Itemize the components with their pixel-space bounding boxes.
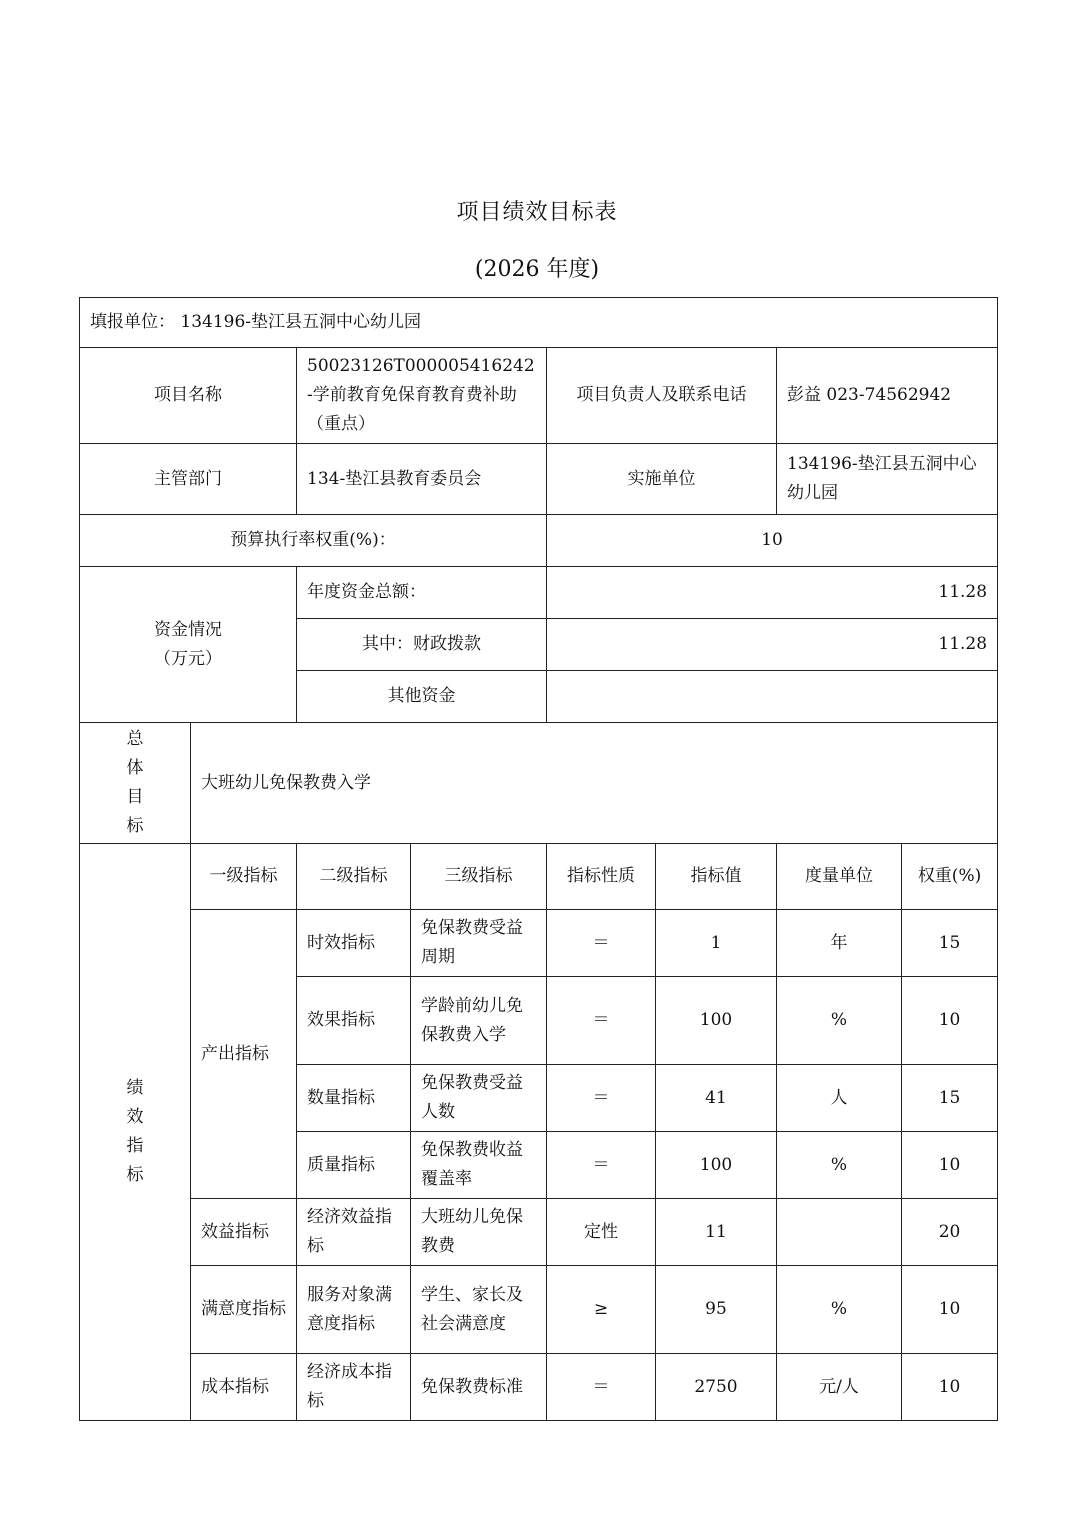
header-value: 指标值 — [656, 844, 777, 910]
cell-weight: 20 — [902, 1199, 998, 1266]
cell-value: 1 — [656, 910, 777, 977]
cell-level2: 服务对象满意度指标 — [297, 1266, 411, 1354]
annual-total-label: 年度资金总额： — [297, 567, 547, 619]
cell-value: 95 — [656, 1266, 777, 1354]
cell-value: 41 — [656, 1065, 777, 1132]
table-row — [80, 1354, 998, 1421]
cell-level3: 免保教费受益周期 — [411, 910, 547, 977]
cell-weight: 10 — [902, 977, 998, 1065]
cell-unit: 人 — [777, 1065, 902, 1132]
cell-value: 2750 — [656, 1354, 777, 1421]
group-cost: 成本指标 — [191, 1354, 297, 1421]
funds-label-line1: 资金情况 — [154, 619, 222, 640]
dept-value: 134-垫江县教育委员会 — [297, 444, 547, 515]
cell-nature: ＝ — [547, 977, 656, 1065]
other-funds-label: 其他资金 — [297, 671, 547, 723]
cell-weight: 10 — [902, 1132, 998, 1199]
cell-level3: 免保教费标准 — [411, 1354, 547, 1421]
cell-value: 100 — [656, 1132, 777, 1199]
cell-weight: 10 — [902, 1266, 998, 1354]
header-level1: 一级指标 — [191, 844, 297, 910]
cell-nature: 定性 — [547, 1199, 656, 1266]
cell-nature: ＝ — [547, 1132, 656, 1199]
cell-level3: 免保教费收益覆盖率 — [411, 1132, 547, 1199]
header-level2: 二级指标 — [297, 844, 411, 910]
funds-label — [80, 567, 297, 723]
filing-unit: 填报单位： 134196-垫江县五洞中心幼儿园 — [80, 298, 998, 348]
annual-total-value: 11.28 — [547, 567, 998, 619]
cell-unit: % — [777, 977, 902, 1065]
cell-unit: 年 — [777, 910, 902, 977]
group-output: 产出指标 — [191, 910, 297, 1199]
cell-level3: 免保教费受益人数 — [411, 1065, 547, 1132]
cell-nature: ≥ — [547, 1266, 656, 1354]
header-nature: 指标性质 — [547, 844, 656, 910]
dept-label: 主管部门 — [80, 444, 297, 515]
cell-level3: 学生、家长及社会满意度 — [411, 1266, 547, 1354]
cell-nature: ＝ — [547, 910, 656, 977]
cell-level3: 学龄前幼儿免保教费入学 — [411, 977, 547, 1065]
contact-value: 彭益 023-74562942 — [777, 348, 998, 444]
overall-goal-label: 总 体 目 标 — [80, 723, 191, 844]
cell-value: 11 — [656, 1199, 777, 1266]
table-row — [80, 910, 998, 977]
performance-indicator-label: 绩 效 指 标 — [80, 844, 191, 1421]
budget-weight-value: 10 — [547, 515, 998, 567]
funds-label-line2: （万元） — [154, 648, 222, 669]
fiscal-value: 11.28 — [547, 619, 998, 671]
cell-unit: 元/人 — [777, 1354, 902, 1421]
cell-level3: 大班幼儿免保教费 — [411, 1199, 547, 1266]
cell-level2: 数量指标 — [297, 1065, 411, 1132]
cell-weight: 15 — [902, 1065, 998, 1132]
page-title: 项目绩效目标表 — [456, 200, 618, 225]
contact-label: 项目负责人及联系电话 — [547, 348, 777, 444]
page-subtitle: (2026 年度) — [474, 257, 600, 282]
table-row — [80, 1199, 998, 1266]
cell-nature: ＝ — [547, 1065, 656, 1132]
group-benefit: 效益指标 — [191, 1199, 297, 1266]
overall-goal: 大班幼儿免保教费入学 — [191, 723, 998, 844]
table-row — [80, 1266, 998, 1354]
cell-unit: % — [777, 1132, 902, 1199]
cell-level2: 经济成本指标 — [297, 1354, 411, 1421]
cell-value: 100 — [656, 977, 777, 1065]
cell-weight: 10 — [902, 1354, 998, 1421]
header-unit: 度量单位 — [777, 844, 902, 910]
cell-level2: 质量指标 — [297, 1132, 411, 1199]
cell-level2: 效果指标 — [297, 977, 411, 1065]
performance-target-table — [79, 297, 998, 1421]
header-weight: 权重(%) — [902, 844, 998, 910]
project-name: 50023126T000005416242-学前教育免保育教育费补助（重点） — [297, 348, 547, 444]
header-level3: 三级指标 — [411, 844, 547, 910]
cell-unit: % — [777, 1266, 902, 1354]
cell-level2: 时效指标 — [297, 910, 411, 977]
impl-label: 实施单位 — [547, 444, 777, 515]
cell-level2: 经济效益指标 — [297, 1199, 411, 1266]
fiscal-label: 其中：财政拨款 — [297, 619, 547, 671]
project-name-label: 项目名称 — [80, 348, 297, 444]
group-satisfaction: 满意度指标 — [191, 1266, 297, 1354]
cell-unit — [777, 1199, 902, 1266]
other-funds-value — [547, 671, 998, 723]
cell-nature: ＝ — [547, 1354, 656, 1421]
impl-value: 134196-垫江县五洞中心幼儿园 — [777, 444, 998, 515]
budget-weight-label: 预算执行率权重(%)： — [80, 515, 547, 567]
cell-weight: 15 — [902, 910, 998, 977]
